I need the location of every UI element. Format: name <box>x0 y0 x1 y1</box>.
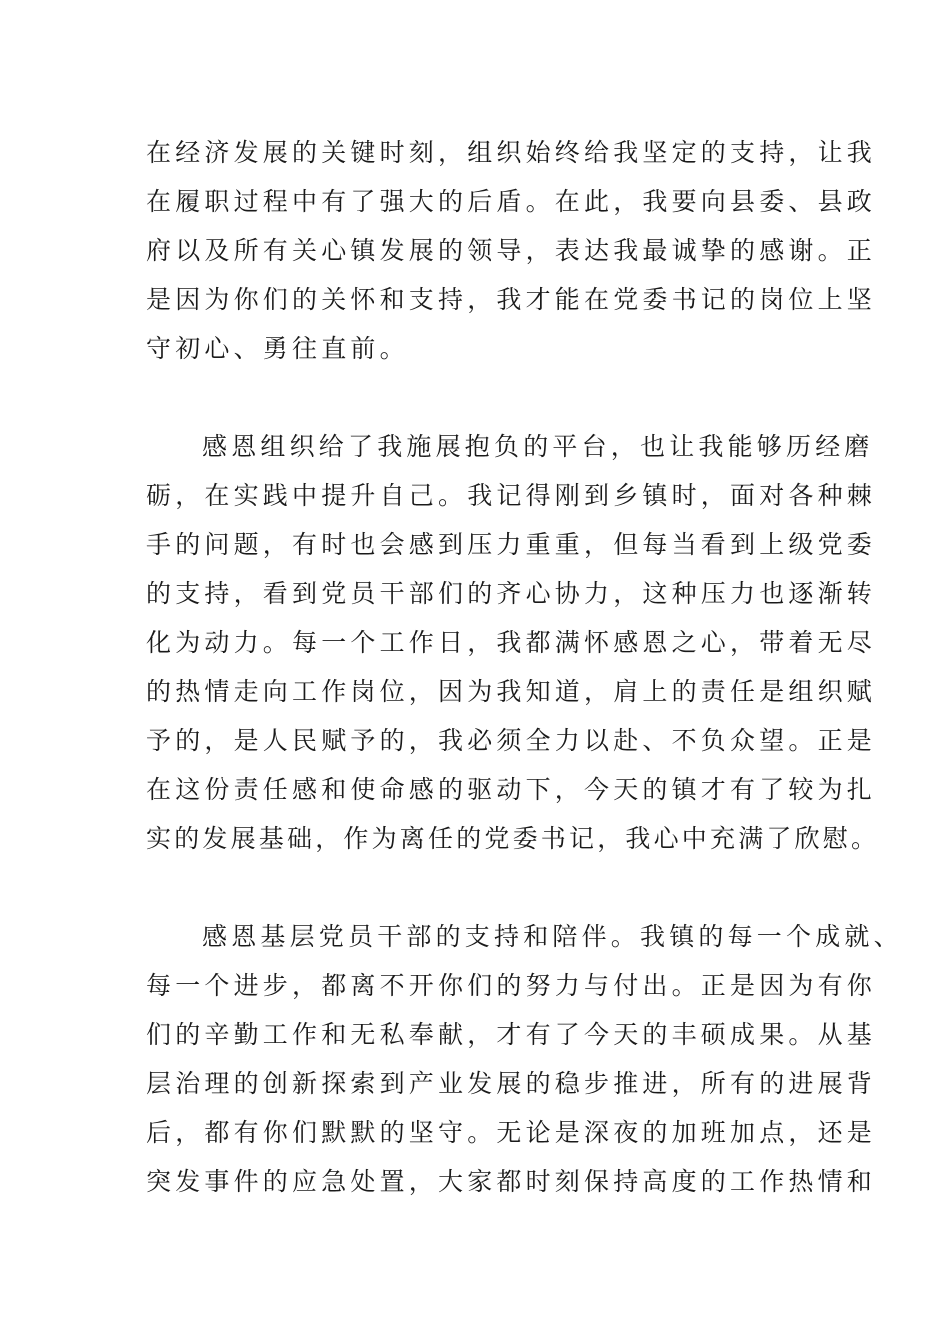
paragraph-spacer <box>146 373 806 422</box>
text-line: 在经济发展的关键时刻，组织始终给我坚定的支持，让我 <box>146 138 877 167</box>
text-line: 化为动力。每一个工作日，我都满怀感恩之心，带着无尽 <box>146 628 877 657</box>
text-line: 感恩基层党员干部的支持和陪伴。我镇的每一个成就、 <box>202 922 903 951</box>
paragraph-1 <box>146 128 877 373</box>
text-line: 后，都有你们默默的坚守。无论是深夜的加班加点，还是 <box>146 1118 877 1147</box>
text-line: 层治理的创新探索到产业发展的稳步推进，所有的进展背 <box>146 1069 877 1098</box>
text-line: 手的问题，有时也会感到压力重重，但每当看到上级党委 <box>146 530 877 559</box>
text-line: 在这份责任感和使命感的驱动下，今天的镇才有了较为扎 <box>146 775 877 804</box>
paragraph-2 <box>146 422 880 863</box>
text-line: 予的，是人民赋予的，我必须全力以赴、不负众望。正是 <box>146 726 877 755</box>
paragraph-spacer <box>146 863 806 912</box>
text-line: 实的发展基础，作为离任的党委书记，我心中充满了欣慰。 <box>146 824 880 853</box>
text-line: 在履职过程中有了强大的后盾。在此，我要向县委、县政 <box>146 187 877 216</box>
text-line: 守初心、勇往直前。 <box>146 334 409 363</box>
paragraph-3 <box>146 912 903 1206</box>
text-line: 的支持，看到党员干部们的齐心协力，这种压力也逐渐转 <box>146 579 877 608</box>
text-line: 的热情走向工作岗位，因为我知道，肩上的责任是组织赋 <box>146 677 877 706</box>
text-line: 砺，在实践中提升自己。我记得刚到乡镇时，面对各种棘 <box>146 481 877 510</box>
text-line: 是因为你们的关怀和支持，我才能在党委书记的岗位上坚 <box>146 285 877 314</box>
text-line: 们的辛勤工作和无私奉献，才有了今天的丰硕成果。从基 <box>146 1020 877 1049</box>
text-line: 府以及所有关心镇发展的领导，表达我最诚挚的感谢。正 <box>146 236 877 265</box>
document-body <box>146 128 903 1206</box>
text-line: 突发事件的应急处置，大家都时刻保持高度的工作热情和 <box>146 1167 877 1196</box>
text-line: 每一个进步，都离不开你们的努力与付出。正是因为有你 <box>146 971 877 1000</box>
text-line: 感恩组织给了我施展抱负的平台，也让我能够历经磨 <box>202 432 874 461</box>
